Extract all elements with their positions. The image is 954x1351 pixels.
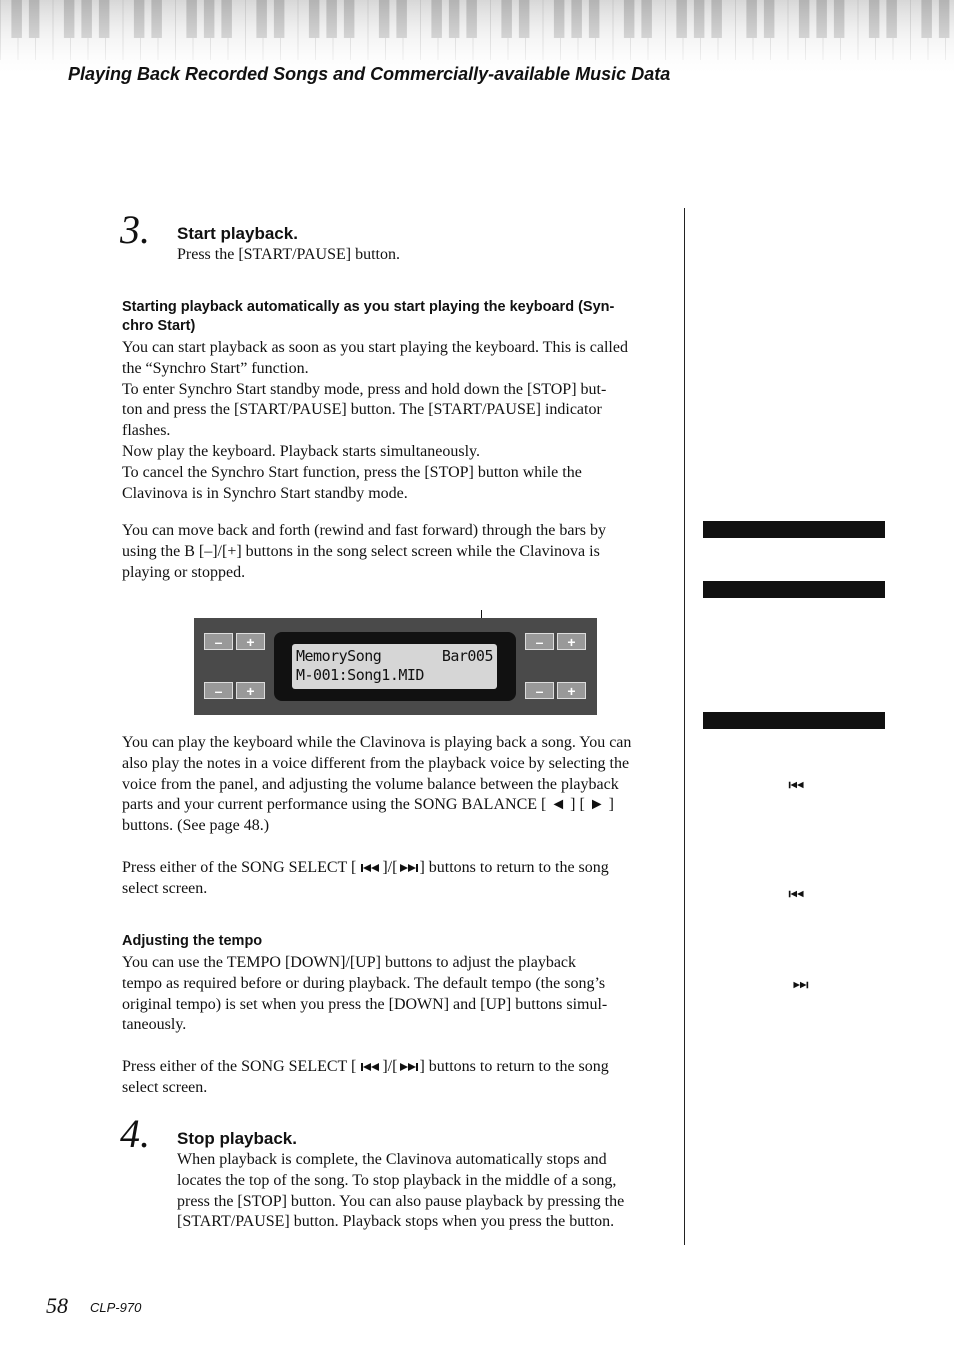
button-d-minus[interactable]: – — [525, 682, 554, 699]
lcd-screen — [292, 644, 497, 689]
synchro-line: Clavinova is in Synchro Start standby mode. — [122, 484, 408, 502]
step-4-line: locates the top of the song. To stop playback in the middle of a song, — [177, 1171, 617, 1189]
rewind-paragraph — [122, 521, 682, 583]
button-b-plus[interactable]: + — [236, 682, 265, 699]
play-along-line: buttons. (See page 48.) — [122, 817, 270, 835]
skip-back-icon — [360, 862, 382, 874]
return-2-post: ] buttons to return to the song — [419, 1058, 609, 1075]
step-4-line: When playback is complete, the Clavinova automatically stops and — [177, 1151, 607, 1168]
button-a-plus[interactable]: + — [236, 633, 265, 650]
tempo-body — [122, 953, 682, 1036]
lcd-panel-illustration — [194, 618, 597, 715]
synchro-line: To enter Synchro Start standby mode, press and hold down the [STOP] but- — [122, 380, 607, 398]
model-name: CLP-970 — [90, 1300, 142, 1315]
synchro-line: You can start playback as soon as you start playing the keyboard. This is called — [122, 339, 628, 356]
play-along-line: voice from the panel, and adjusting the volume balance between the playback — [122, 775, 619, 793]
skip-forward-icon — [397, 862, 419, 874]
step-4-number: 4. — [120, 1111, 150, 1156]
button-c-plus[interactable]: + — [557, 633, 586, 650]
synchro-line: flashes. — [122, 422, 171, 440]
step-3-text: Press the [START/PAUSE] button. — [177, 246, 400, 263]
skip-forward-icon — [397, 1061, 419, 1073]
skip-forward-icon — [791, 980, 809, 990]
synchro-line: To cancel the Synchro Start function, press the [STOP] button while the — [122, 463, 582, 481]
button-c-minus[interactable]: – — [525, 633, 554, 650]
return-1-line-1 — [122, 858, 682, 879]
step-3-title: Start playback. — [177, 224, 298, 243]
lcd-line-1 — [296, 647, 493, 666]
skip-back-icon — [788, 889, 806, 899]
page-header-title: Playing Back Recorded Songs and Commercially-available Music Data — [68, 64, 671, 84]
return-2-line-1 — [122, 1057, 682, 1078]
synchro-start-heading — [122, 298, 682, 336]
lcd-song-type: MemorySong — [296, 647, 382, 665]
synchro-start-body — [122, 338, 682, 504]
step-4-body — [177, 1150, 682, 1233]
return-1-mid: ]/[ — [382, 859, 398, 876]
step-4-title: Stop playback. — [177, 1129, 297, 1148]
rewind-line: playing or stopped. — [122, 563, 246, 581]
return-2-pre: Press either of the SONG SELECT [ — [122, 1058, 357, 1075]
lcd-song-name: M-001:Song1.MID — [296, 666, 424, 684]
synchro-heading-line-1: Starting playback automatically as you start playing the keyboard (Syn- — [122, 299, 615, 315]
tempo-line: taneously. — [122, 1016, 187, 1034]
play-along-line: also play the notes in a voice different from the playback voice by selecting the — [122, 754, 630, 772]
margin-bar-2 — [703, 581, 885, 598]
return-paragraph-1 — [122, 858, 682, 900]
rewind-line: You can move back and forth (rewind and fast forward) through the bars by — [122, 522, 607, 539]
return-1-pre: Press either of the SONG SELECT [ — [122, 859, 357, 876]
margin-bar-3 — [703, 712, 885, 729]
synchro-line: Now play the keyboard. Playback starts simultaneously. — [122, 442, 480, 460]
return-2-mid: ]/[ — [382, 1058, 398, 1075]
button-a-minus[interactable]: – — [204, 633, 233, 650]
button-d-pair — [525, 682, 586, 699]
return-2-line-2: select screen. — [122, 1078, 208, 1096]
synchro-line: the “Synchro Start” function. — [122, 359, 309, 377]
skip-back-icon — [360, 1061, 382, 1073]
skip-back-icon — [788, 780, 806, 790]
button-a-pair — [204, 633, 265, 650]
play-along-paragraph — [122, 733, 682, 837]
play-along-line: parts and your current performance using the SONG BALANCE [ ◄ ] [ ► ] — [122, 796, 614, 814]
step-3-number: 3. — [120, 207, 150, 252]
button-d-plus[interactable]: + — [557, 682, 586, 699]
return-1-post: ] buttons to return to the song — [419, 859, 609, 876]
lcd-bar-number: Bar005 — [441, 647, 493, 665]
step-4-line: [START/PAUSE] button. Playback stops when you press the button. — [177, 1213, 615, 1231]
tempo-line: You can use the TEMPO [DOWN]/[UP] buttons to adjust the playback — [122, 954, 577, 971]
column-divider — [684, 208, 685, 1245]
synchro-line: ton and press the [START/PAUSE] button. The [START/PAUSE] indicator — [122, 401, 602, 419]
button-b-minus[interactable]: – — [204, 682, 233, 699]
button-c-pair — [525, 633, 586, 650]
tempo-line: tempo as required before or during playback. The default tempo (the song’s — [122, 974, 606, 992]
margin-bar-1 — [703, 521, 885, 538]
button-b-pair — [204, 682, 265, 699]
synchro-heading-line-2: chro Start) — [122, 318, 196, 334]
return-1-line-2: select screen. — [122, 879, 208, 897]
return-paragraph-2 — [122, 1057, 682, 1099]
page-number: 58 — [46, 1293, 68, 1318]
step-4-line: press the [STOP] button. You can also pause playback by pressing the — [177, 1192, 625, 1210]
play-along-line: You can play the keyboard while the Clavinova is playing back a song. You can — [122, 734, 632, 751]
lcd-bezel — [274, 632, 516, 701]
rewind-line: using the B [–]/[+] buttons in the song select screen while the Clavinova is — [122, 542, 600, 560]
lcd-line-2 — [296, 666, 493, 685]
tempo-line: original tempo) is set when you press the [DOWN] and [UP] buttons simul- — [122, 995, 608, 1013]
tempo-heading: Adjusting the tempo — [122, 933, 263, 949]
